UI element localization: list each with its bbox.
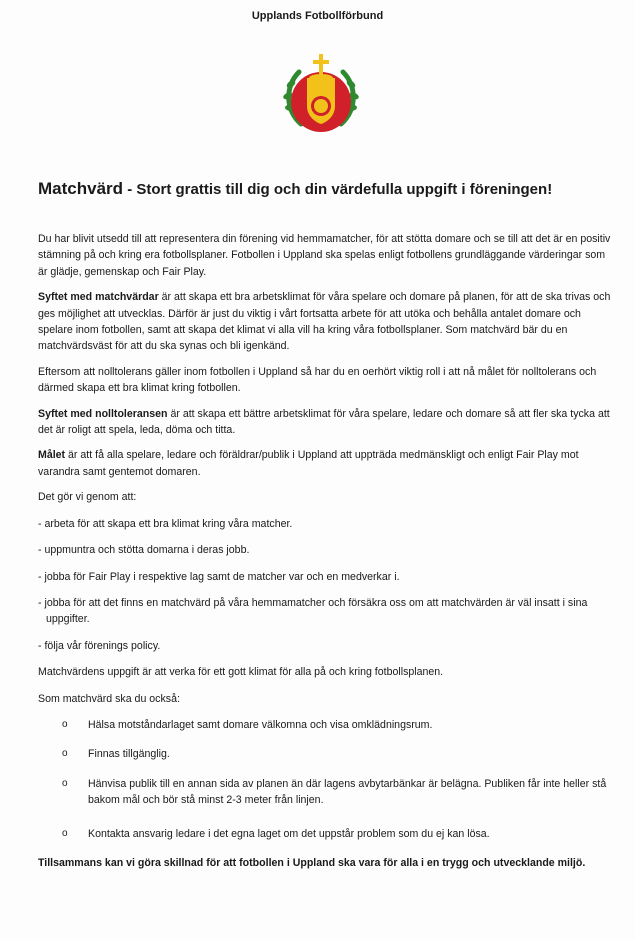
title-main: Matchvärd — [38, 179, 124, 198]
how-intro: Det gör vi genom att: — [38, 491, 137, 504]
list-item — [62, 717, 616, 733]
zt-purpose-lead: Syftet med nolltoleransen — [38, 407, 168, 420]
zt-purpose-text: är att skapa ett bättre arbetsklimat för våra spelare, ledare och domare så att fler ska tycka att det är roligt att spela, leda, döma och titta. — [38, 407, 610, 437]
also-intro: Som matchvärd ska du också: — [38, 692, 180, 705]
task-paragraph: Matchvärdens uppgift är att verka för ett gott klimat för alla på och kring fotbollsplanen. — [38, 666, 444, 679]
intro-paragraph: Du har blivit utsedd till att representera din förening vid hemmamatcher, för att stötta domare och se till att det är en positiv stämning på och kring era fotbollsplaner. Fotbollen i Uppland ska spelas enligt fotbollens grundläggande värderingar som är glädje, gemenskap och Fair Play. — [38, 233, 611, 278]
closing-paragraph: Tillsammans kan vi göra skillnad för att fotbollen i Uppland ska vara för alla i en trygg och utvecklande miljö. — [38, 856, 586, 869]
purpose-paragraph — [38, 289, 616, 355]
crest-lettering: UPPLANDS FOTBOLLFÖRBUND — [286, 131, 356, 136]
upplands-fotbollforbund-crest-icon — [279, 50, 363, 142]
how-item: - följa vår förenings policy. — [38, 639, 161, 652]
list-item — [62, 746, 616, 762]
how-item: - arbeta för att skapa ett bra klimat kring våra matcher. — [38, 517, 293, 530]
zero-tolerance-paragraph: Eftersom att nolltolerans gäller inom fotbollen i Uppland så har du en oerhört viktig roll i att nå målet för nolltolerans och därmed skapa ett bra klimat kring fotbollen. — [38, 365, 597, 395]
bullet-icon: o — [62, 748, 68, 760]
list-item — [62, 826, 616, 842]
how-item: - jobba för att det finns en matchvärd på våra hemmamatcher och försäkra oss om att matchvärden är väl insatt i sina uppgifter. — [38, 596, 588, 626]
how-item: - jobba för Fair Play i respektive lag samt de matcher var och en medverkar i. — [38, 570, 400, 583]
bullet-icon: o — [62, 777, 68, 789]
list-item-text: Hälsa motståndarlaget samt domare välkomna och visa omklädningsrum. — [88, 718, 433, 731]
purpose-text: är att skapa ett bra arbetsklimat för våra spelare och domare på planen, för att de ska trivas och ges möjlighet att utvecklas. Därför är just du viktig i vårt fortsatta arbete för att utöka och behålla antalet domare och spelare inom fotbollen, samt att skapa det klimat vi alla vill ha kring våra fotbollsplaner. Som matchvärd bär du en matchvärdsväst för att du ska synas och bli igenkänd. — [38, 291, 611, 353]
zt-purpose-paragraph — [38, 406, 616, 439]
goal-text: är att få alla spelare, ledare och föräldrar/publik i Uppland att uppträda medmänskligt och enligt Fair Play mot varandra samt gentemot domaren. — [38, 449, 579, 478]
list-item-text: Finnas tillgänglig. — [88, 748, 170, 761]
also-list — [38, 717, 616, 842]
document-body — [38, 231, 616, 880]
bullet-icon: o — [62, 827, 68, 839]
bullet-icon: o — [62, 718, 68, 730]
goal-lead: Målet — [38, 449, 66, 462]
how-item: - uppmuntra och stötta domarna i deras jobb. — [38, 544, 250, 557]
org-name: Upplands Fotbollförbund — [251, 10, 384, 22]
page-title — [38, 175, 603, 203]
title-rest: - Stort grattis till dig och din värdefulla uppgift i föreningen! — [123, 181, 553, 198]
list-item-text: Kontakta ansvarig ledare i det egna laget om det uppstår problem som du ej kan lösa. — [88, 827, 490, 840]
list-item — [62, 776, 616, 809]
purpose-lead: Syftet med matchvärdar — [38, 291, 159, 304]
list-item-text: Hänvisa publik till en annan sida av planen än där lagens avbytarbänkar är belägna. Publiken får inte heller stå bakom mål och bör stå minst 2-3 meter från linjen. — [88, 777, 607, 807]
goal-paragraph — [38, 447, 616, 480]
